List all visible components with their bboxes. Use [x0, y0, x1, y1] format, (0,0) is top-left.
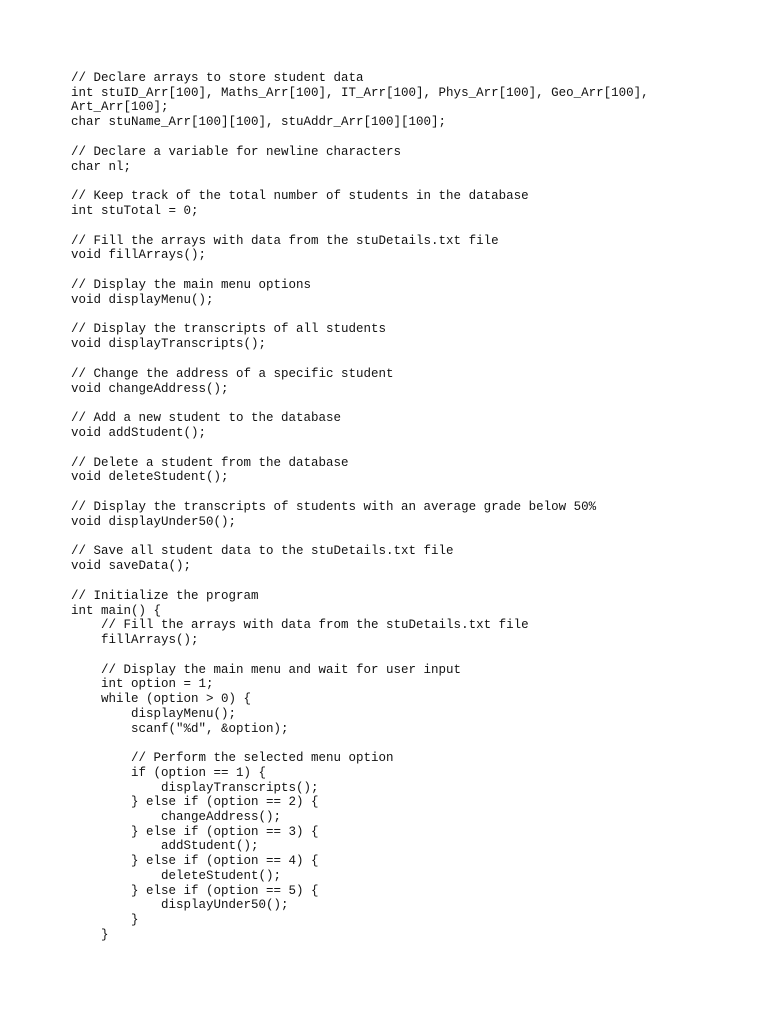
code-comment-line: // Display the transcripts of students with an average grade below 50% [71, 500, 597, 515]
code-line: } else if (option == 2) { [71, 795, 319, 810]
code-line: displayUnder50(); [71, 898, 289, 913]
code-block [71, 751, 741, 942]
code-block [71, 663, 741, 737]
code-comment-line: // Add a new student to the database [71, 411, 342, 426]
code-line: void changeAddress(); [71, 381, 229, 396]
code-line: deleteStudent(); [71, 868, 282, 883]
code-comment-line: // Delete a student from the database [71, 455, 349, 470]
code-line: int stuID_Arr[100], Maths_Arr[100], IT_Arr[100], Phys_Arr[100], Geo_Arr[100], [71, 85, 649, 100]
code-comment-line: // Perform the selected menu option [71, 751, 394, 766]
code-line: void deleteStudent(); [71, 470, 229, 485]
code-line: void fillArrays(); [71, 248, 207, 263]
code-line: int option = 1; [71, 677, 214, 692]
code-line: displayMenu(); [71, 706, 237, 721]
code-line: while (option > 0) { [71, 692, 252, 707]
code-line: int main() { [71, 603, 162, 618]
code-line: addStudent(); [71, 839, 259, 854]
code-line: fillArrays(); [71, 632, 199, 647]
code-comment-line: // Fill the arrays with data from the stuDetails.txt file [71, 233, 499, 248]
code-line: void addStudent(); [71, 425, 207, 440]
document-page [71, 71, 741, 957]
code-comment-line: // Keep track of the total number of students in the database [71, 189, 529, 204]
code-block [71, 544, 741, 573]
code-comment-line: // Fill the arrays with data from the stuDetails.txt file [71, 618, 529, 633]
code-block [71, 189, 741, 218]
code-line: } else if (option == 3) { [71, 824, 319, 839]
code-comment-line: // Declare arrays to store student data [71, 71, 364, 85]
code-block [71, 234, 741, 263]
code-line: } [71, 912, 139, 927]
code-line: void displayTranscripts(); [71, 337, 267, 352]
code-line: } else if (option == 5) { [71, 883, 319, 898]
code-comment-line: // Initialize the program [71, 588, 259, 603]
code-line: void displayUnder50(); [71, 514, 237, 529]
code-line: } [71, 927, 109, 942]
code-line: int stuTotal = 0; [71, 203, 199, 218]
code-line: Art_Arr[100]; [71, 100, 169, 115]
code-block [71, 589, 741, 648]
code-line: char stuName_Arr[100][100], stuAddr_Arr[100][100]; [71, 115, 447, 130]
code-line: displayTranscripts(); [71, 780, 319, 795]
code-block [71, 456, 741, 485]
code-listing [71, 71, 741, 942]
code-line: changeAddress(); [71, 810, 282, 825]
code-line: } else if (option == 4) { [71, 854, 319, 869]
code-comment-line: // Display the main menu options [71, 278, 312, 293]
code-block [71, 322, 741, 351]
code-comment-line: // Declare a variable for newline characters [71, 144, 402, 159]
code-line: if (option == 1) { [71, 765, 267, 780]
code-block [71, 71, 741, 130]
code-block [71, 411, 741, 440]
code-line: char nl; [71, 159, 132, 174]
code-comment-line: // Display the main menu and wait for user input [71, 662, 462, 677]
code-block [71, 500, 741, 529]
code-block [71, 367, 741, 396]
code-comment-line: // Display the transcripts of all students [71, 322, 387, 337]
code-comment-line: // Save all student data to the stuDetails.txt file [71, 544, 454, 559]
code-line: scanf("%d", &option); [71, 721, 289, 736]
code-line: void displayMenu(); [71, 292, 214, 307]
code-block [71, 145, 741, 174]
code-comment-line: // Change the address of a specific student [71, 366, 394, 381]
code-block [71, 278, 741, 307]
code-line: void saveData(); [71, 559, 192, 574]
